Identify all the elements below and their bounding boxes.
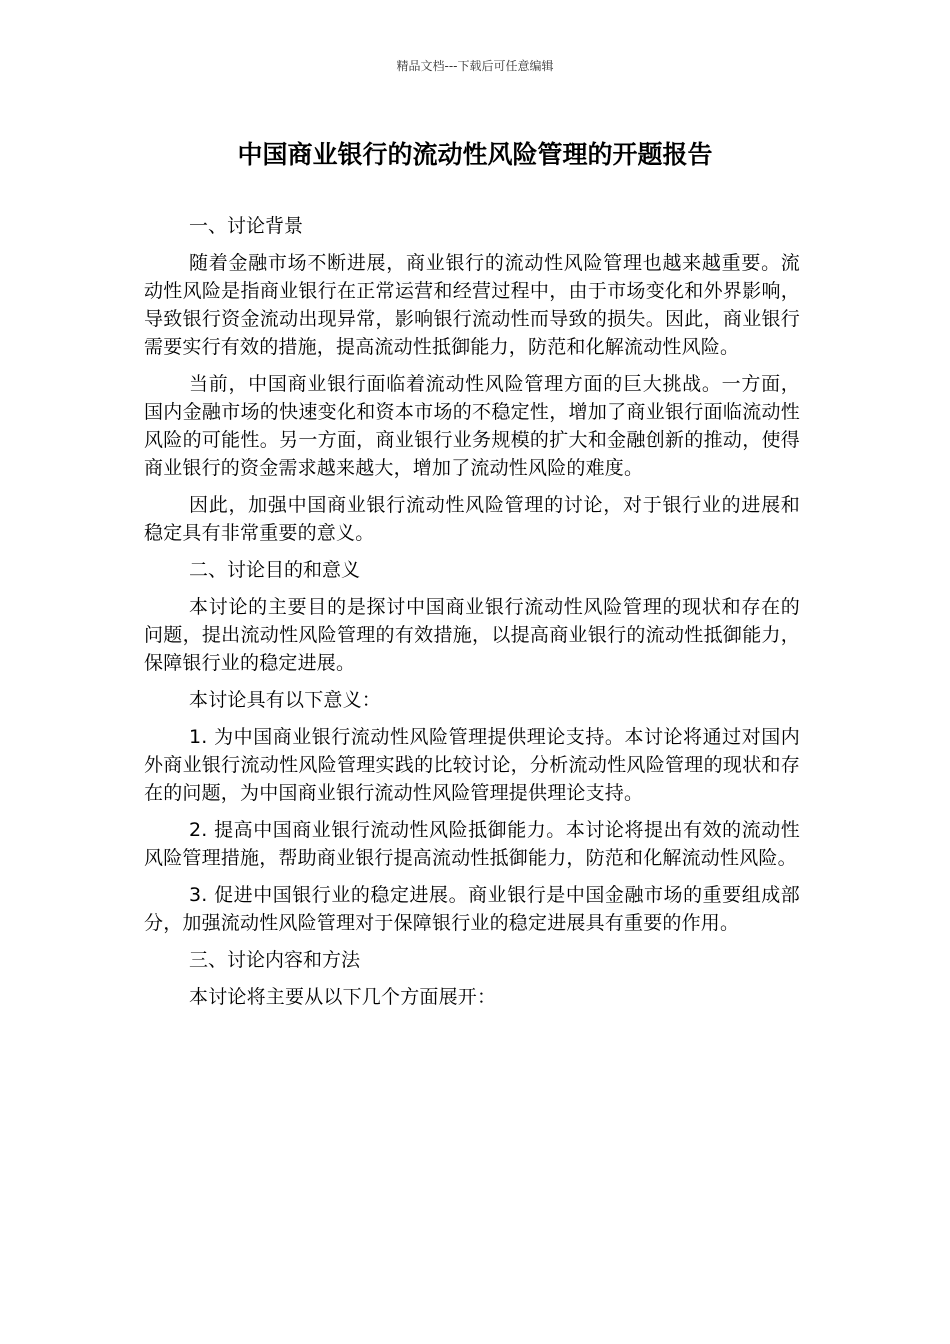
section-heading-purpose: 二、讨论目的和意义 xyxy=(189,559,361,581)
purpose-paragraph: 本讨论的主要目的是探讨中国商业银行流动性风险管理的现状和存在的问题，提出流动性风险管理的有效措施，以提高商业银行的流动性抵御能力，保障银行业的稳定进展。 xyxy=(144,596,800,674)
significance-item-2: 2. 提高中国商业银行流动性风险抵御能力。本讨论将提出有效的流动性风险管理措施，帮助商业银行提高流动性抵御能力，防范和化解流动性风险。 xyxy=(144,819,800,869)
content-intro: 本讨论将主要从以下几个方面展开： xyxy=(189,986,497,1008)
significance-item-1: 1. 为中国商业银行流动性风险管理提供理论支持。本讨论将通过对国内外商业银行流动性风险管理实践的比较讨论，分析流动性风险管理的现状和存在的问题，为中国商业银行流动性风险管理提供理论支持。 xyxy=(144,726,800,804)
section-heading-background: 一、讨论背景 xyxy=(189,215,304,237)
document-title: 中国商业银行的流动性风险管理的开题报告 xyxy=(237,140,713,169)
background-paragraph-1: 随着金融市场不断进展，商业银行的流动性风险管理也越来越重要。流动性风险是指商业银行在正常运营和经营过程中，由于市场变化和外界影响，导致银行资金流动出现异常，影响银行流动性而导致的损失。因此，商业银行需要实行有效的措施，提高流动性抵御能力，防范和化解流动性风险。 xyxy=(144,252,800,358)
background-paragraph-3: 因此，加强中国商业银行流动性风险管理的讨论，对于银行业的进展和稳定具有非常重要的意义。 xyxy=(144,494,800,544)
header-note: 精品文档---下载后可任意编辑 xyxy=(396,59,554,73)
section-heading-content-methods: 三、讨论内容和方法 xyxy=(189,949,361,971)
background-paragraph-2: 当前，中国商业银行面临着流动性风险管理方面的巨大挑战。一方面，国内金融市场的快速变化和资本市场的不稳定性，增加了商业银行面临流动性风险的可能性。另一方面，商业银行业务规模的扩大和金融创新的推动，使得商业银行的资金需求越来越大，增加了流动性风险的难度。 xyxy=(144,373,800,479)
significance-item-3: 3. 促进中国银行业的稳定进展。商业银行是中国金融市场的重要组成部分，加强流动性风险管理对于保障银行业的稳定进展具有重要的作用。 xyxy=(144,884,800,934)
significance-intro: 本讨论具有以下意义： xyxy=(189,689,382,711)
document-body xyxy=(144,212,800,1020)
